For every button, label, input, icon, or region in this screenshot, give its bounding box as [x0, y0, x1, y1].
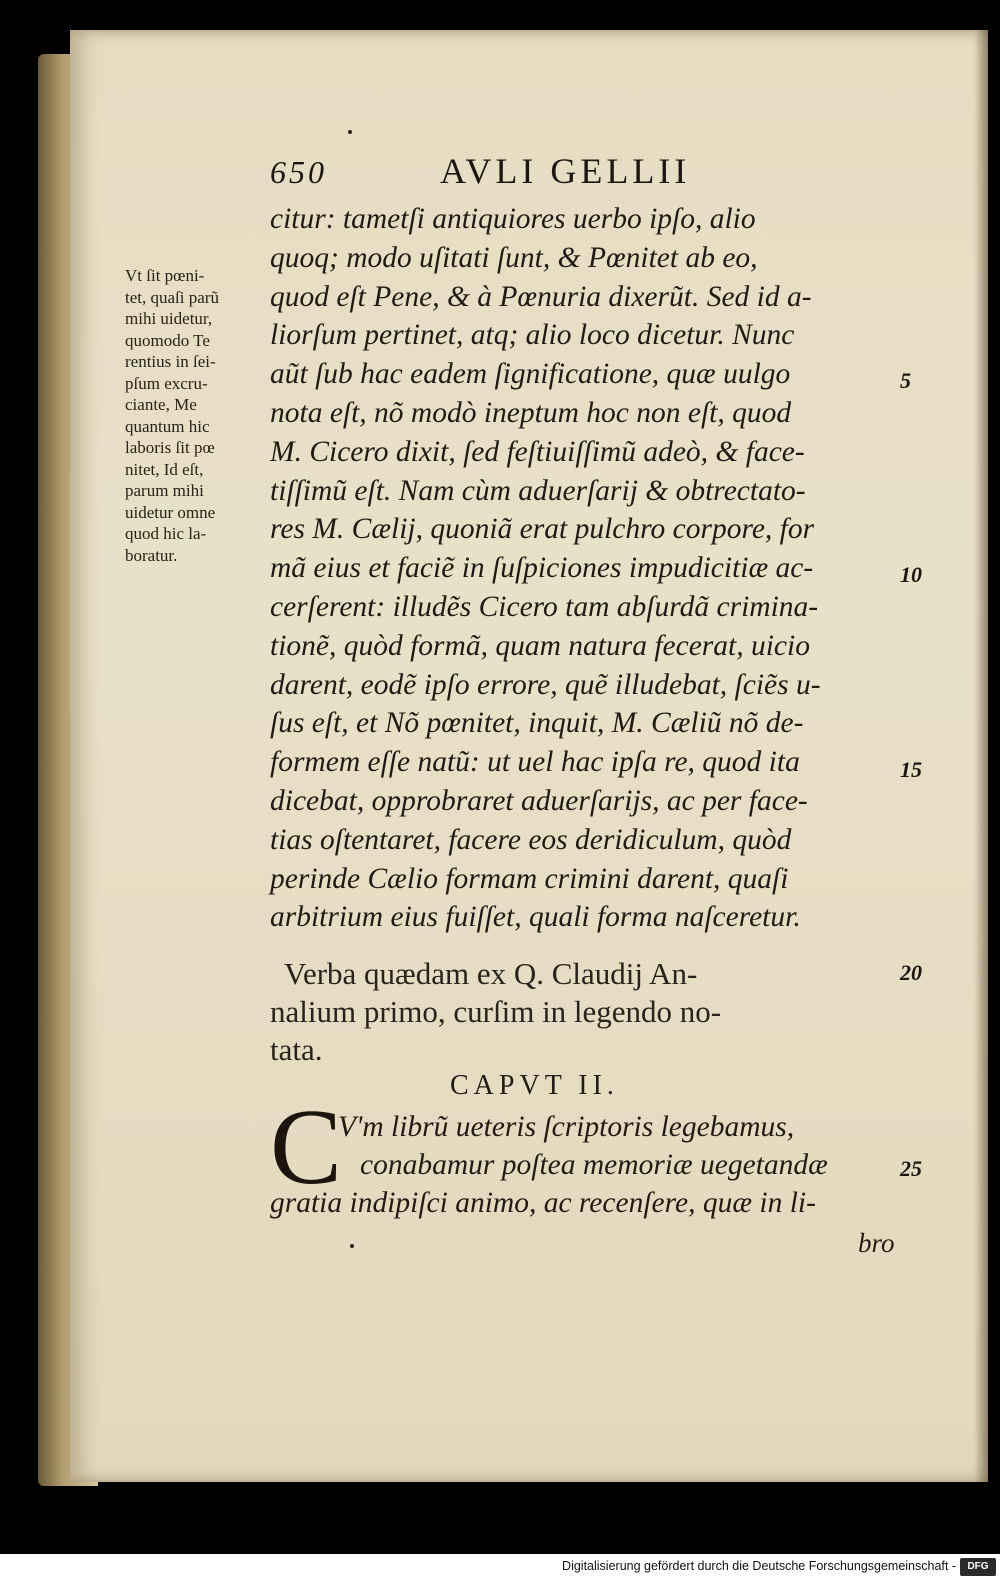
ink-speck — [350, 1244, 354, 1248]
text-line: cerſerent: illudẽs Cicero tam abſurdã crimina- — [270, 590, 819, 623]
text-line: gratia indipiſci animo, ac recenſere, quæ in li- — [270, 1187, 816, 1219]
marginal-note-line: quod hic la- — [125, 524, 207, 543]
text-line: aũt ſub hac eadem ſignificatione, quæ uulgo — [270, 358, 791, 391]
text-line: res M. Cælij, quoniã erat pulchro corpore, for — [270, 513, 815, 546]
marginal-note-line: laboris ſit pœ — [125, 438, 215, 457]
running-head: AVLI GELLII — [440, 151, 691, 191]
marginal-note-line: mihi uidetur, — [125, 309, 213, 328]
line-number: 5 — [900, 368, 911, 393]
main-text-block — [270, 200, 840, 937]
marginal-note-line: quomodo Te — [125, 330, 210, 350]
text-line: perinde Cælio formam crimini darent, quaſi — [270, 862, 789, 895]
text-line: M. Cicero dixit, ſed feſtiuiſſimũ adeò, & face- — [270, 435, 805, 468]
text-line: formem eſſe natũ: ut uel hac ipſa re, quod ita — [270, 746, 800, 779]
line-number: 20 — [900, 960, 922, 985]
marginal-note-line: Vt ſit pœni- — [125, 266, 205, 285]
catch-word: bro — [858, 1228, 895, 1258]
section-title-line: Verba quædam ex Q. Claudij An- — [284, 956, 698, 991]
text-line: ſus eſt, et Nõ pœnitet, inquit, M. Cæliũ nõ de- — [270, 707, 804, 740]
marginal-note-line: quantum hic — [125, 416, 210, 436]
marginal-note-line: boratur. — [125, 545, 178, 565]
section-title-line: tata. — [270, 1032, 323, 1067]
footer-bar — [0, 1554, 1000, 1582]
marginal-note — [125, 265, 275, 566]
line-number: 25 — [900, 1156, 922, 1181]
page-header — [270, 150, 870, 200]
marginal-note-line: tet, quaſi parũ — [125, 287, 219, 307]
marginal-note-line: uidetur omne — [125, 502, 216, 522]
text-line: V'm librũ ueteris ſcriptoris legebamus, — [338, 1111, 795, 1143]
marginal-note-line: parum mihi — [125, 481, 204, 500]
text-line: darent, eodẽ ipſo errore, quẽ illudebat, ſciẽs u- — [270, 668, 821, 701]
folio-number: 650 — [270, 154, 327, 190]
marginal-note-line: pſum excru- — [125, 373, 208, 393]
marginal-note-line: ciante, Me — [125, 395, 197, 414]
marginal-note-line: rentius in ſei- — [125, 352, 216, 371]
dfg-logo: DFG — [960, 1558, 996, 1576]
line-number: 10 — [900, 562, 922, 587]
text-line: liorſum pertinet, atq; alio loco dicetur. Nunc — [270, 319, 795, 352]
marginal-note-line: nitet, Id eſt, — [125, 459, 204, 479]
text-line: tionẽ, quòd formã, quam natura fecerat, uicio — [270, 629, 810, 662]
text-line: arbitrium eius fuiſſet, quali forma naſceretur. — [270, 901, 801, 934]
text-line: dicebat, opprobraret aduerſarijs, ac per face- — [270, 784, 808, 817]
text-line: quoq; modo uſitati ſunt, & Pœnitet ab eo, — [270, 241, 758, 274]
text-line: tias oſtentaret, facere eos deridiculum, quòd — [270, 823, 792, 856]
ink-speck — [348, 130, 352, 134]
chapter-heading: CAPVT II. — [450, 1070, 619, 1101]
text-line: quod eſt Pene, & à Pœnuria dixerũt. Sed id a- — [270, 280, 812, 313]
text-line: tiſſimũ eſt. Nam cùm aduerſarij & obtrectato- — [270, 474, 806, 507]
text-line: nota eſt, nõ modò ineptum hoc non eſt, quod — [270, 396, 792, 429]
section-title-line: nalium primo, curſim in legendo no- — [270, 994, 722, 1029]
section-title — [270, 955, 840, 1069]
line-number: 15 — [900, 757, 922, 782]
drop-cap-initial: C — [270, 1088, 343, 1207]
text-line: conabamur poſtea memoriæ uegetandæ — [360, 1149, 828, 1181]
text-line: citur: tametſi antiquiores uerbo ipſo, alio — [270, 203, 756, 235]
page-gutter-shadow — [974, 30, 988, 1482]
funding-credit: Digitalisierung gefördert durch die Deutsche Forschungsgemeinschaft - — [562, 1559, 956, 1573]
chapter-text-block — [270, 1108, 870, 1222]
text-line: mã eius et faciẽ in ſuſpiciones impudicitiæ ac- — [270, 552, 814, 585]
